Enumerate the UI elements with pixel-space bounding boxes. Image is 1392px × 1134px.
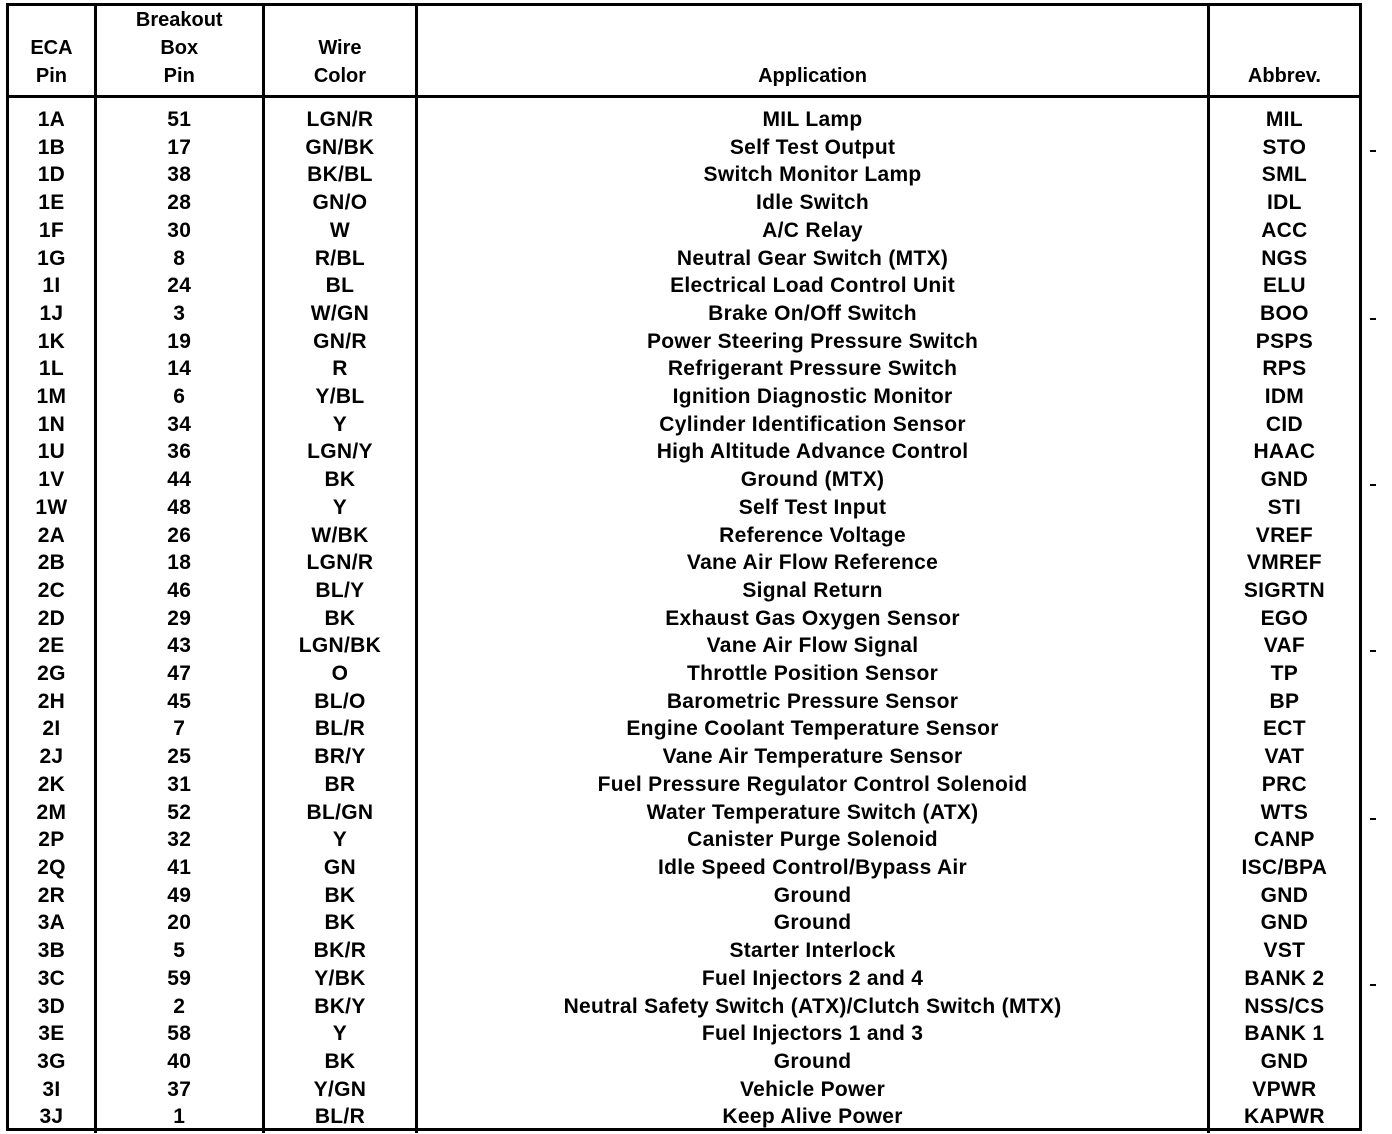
cell-application: A/C Relay xyxy=(417,217,1209,245)
table-row xyxy=(9,134,1359,162)
cell-eca-pin: 2K xyxy=(9,771,95,799)
table-row xyxy=(9,826,1359,854)
cell-abbrev: VPWR xyxy=(1252,1077,1317,1101)
cell-wire-color: LGN/R xyxy=(263,106,417,134)
table-row xyxy=(9,771,1359,799)
cell-application: Self Test Output xyxy=(417,134,1209,162)
cell-wire-color: Y xyxy=(263,411,417,439)
scan-edge-mark xyxy=(1370,150,1376,152)
table-row xyxy=(9,909,1359,937)
cell-application: Water Temperature Switch (ATX) xyxy=(417,799,1209,827)
cell-eca-pin: 1K xyxy=(9,328,95,356)
cell-wire-color: GN/O xyxy=(263,189,417,217)
cell-wire-color: Y/BK xyxy=(263,965,417,993)
table-row xyxy=(9,383,1359,411)
cell-application: Fuel Injectors 2 and 4 xyxy=(417,965,1209,993)
cell-eca-pin: 1V xyxy=(9,466,95,494)
cell-wire-color: W xyxy=(263,217,417,245)
cell-abbrev: GND xyxy=(1260,911,1309,935)
cell-abbrev: WTS xyxy=(1260,800,1309,824)
table-row xyxy=(9,494,1359,522)
scan-edge-mark xyxy=(1370,484,1376,486)
cell-breakout-box-pin: 20 xyxy=(95,909,263,937)
cell-abbrev: NGS xyxy=(1261,246,1308,270)
cell-breakout-box-pin: 43 xyxy=(95,632,263,660)
cell-application: Keep Alive Power xyxy=(417,1103,1209,1133)
cell-breakout-box-pin: 17 xyxy=(95,134,263,162)
cell-eca-pin: 3I xyxy=(9,1076,95,1104)
cell-breakout-box-pin: 8 xyxy=(95,245,263,273)
cell-wire-color: BK xyxy=(263,882,417,910)
cell-application: Vane Air Flow Reference xyxy=(417,549,1209,577)
cell-wire-color: Y/GN xyxy=(263,1076,417,1104)
cell-wire-color: Y/BL xyxy=(263,383,417,411)
cell-application: Signal Return xyxy=(417,577,1209,605)
cell-abbrev: CID xyxy=(1265,412,1303,436)
table-row xyxy=(9,1048,1359,1076)
cell-wire-color: BR xyxy=(263,771,417,799)
cell-application: Idle Speed Control/Bypass Air xyxy=(417,854,1209,882)
table-row xyxy=(9,328,1359,356)
cell-abbrev: GND xyxy=(1260,468,1309,492)
cell-abbrev: EGO xyxy=(1260,606,1309,630)
cell-application: Throttle Position Sensor xyxy=(417,660,1209,688)
cell-breakout-box-pin: 28 xyxy=(95,189,263,217)
cell-abbrev: RPS xyxy=(1262,357,1307,381)
cell-breakout-box-pin: 37 xyxy=(95,1076,263,1104)
cell-wire-color: LGN/BK xyxy=(263,632,417,660)
cell-breakout-box-pin: 7 xyxy=(95,715,263,743)
cell-application: Power Steering Pressure Switch xyxy=(417,328,1209,356)
table-row xyxy=(9,882,1359,910)
cell-abbrev: IDL xyxy=(1267,191,1302,215)
cell-application: Engine Coolant Temperature Sensor xyxy=(417,715,1209,743)
spacer-cell xyxy=(9,97,95,107)
spacer-cell xyxy=(95,97,263,107)
table-row xyxy=(9,438,1359,466)
cell-breakout-box-pin: 19 xyxy=(95,328,263,356)
table-row xyxy=(9,549,1359,577)
cell-abbrev: KAPWR xyxy=(1243,1105,1325,1129)
cell-eca-pin: 1U xyxy=(9,438,95,466)
cell-wire-color: BK/Y xyxy=(263,993,417,1021)
cell-breakout-box-pin: 48 xyxy=(95,494,263,522)
cell-wire-color: BL/R xyxy=(263,715,417,743)
cell-wire-color: Y xyxy=(263,1020,417,1048)
table-row xyxy=(9,1103,1359,1133)
cell-application: Ground xyxy=(417,909,1209,937)
cell-breakout-box-pin: 58 xyxy=(95,1020,263,1048)
cell-application: Cylinder Identification Sensor xyxy=(417,411,1209,439)
cell-wire-color: LGN/Y xyxy=(263,438,417,466)
cell-wire-color: W/BK xyxy=(263,522,417,550)
cell-breakout-box-pin: 29 xyxy=(95,605,263,633)
cell-eca-pin: 1I xyxy=(9,272,95,300)
cell-wire-color: BK xyxy=(263,605,417,633)
cell-application: Refrigerant Pressure Switch xyxy=(417,355,1209,383)
cell-breakout-box-pin: 1 xyxy=(95,1103,263,1133)
table-row xyxy=(9,605,1359,633)
table-row xyxy=(9,245,1359,273)
cell-application: Neutral Gear Switch (MTX) xyxy=(417,245,1209,273)
cell-wire-color: BK xyxy=(263,1048,417,1076)
table-row xyxy=(9,715,1359,743)
cell-wire-color: GN/R xyxy=(263,328,417,356)
table-header xyxy=(9,6,1359,97)
cell-abbrev: BANK 2 xyxy=(1244,966,1325,990)
cell-breakout-box-pin: 18 xyxy=(95,549,263,577)
cell-eca-pin: 3D xyxy=(9,993,95,1021)
cell-application: Vehicle Power xyxy=(417,1076,1209,1104)
header-abbrev: Abbrev. xyxy=(1208,6,1359,97)
cell-abbrev: CANP xyxy=(1254,828,1315,852)
cell-abbrev: SIGRTN xyxy=(1243,578,1325,602)
cell-eca-pin: 1L xyxy=(9,355,95,383)
cell-breakout-box-pin: 25 xyxy=(95,743,263,771)
cell-abbrev: HAAC xyxy=(1253,440,1316,464)
cell-wire-color: BL/O xyxy=(263,688,417,716)
spacer-cell xyxy=(1208,97,1359,107)
cell-application: Barometric Pressure Sensor xyxy=(417,688,1209,716)
cell-eca-pin: 1E xyxy=(9,189,95,217)
table-row xyxy=(9,217,1359,245)
cell-wire-color: Y xyxy=(263,494,417,522)
cell-wire-color: BK/R xyxy=(263,937,417,965)
cell-eca-pin: 1M xyxy=(9,383,95,411)
cell-application: Fuel Injectors 1 and 3 xyxy=(417,1020,1209,1048)
scan-edge-mark xyxy=(1370,818,1376,820)
table-row xyxy=(9,411,1359,439)
cell-eca-pin: 2R xyxy=(9,882,95,910)
cell-application: Ground xyxy=(417,882,1209,910)
cell-eca-pin: 3B xyxy=(9,937,95,965)
cell-breakout-box-pin: 24 xyxy=(95,272,263,300)
cell-eca-pin: 2A xyxy=(9,522,95,550)
cell-breakout-box-pin: 44 xyxy=(95,466,263,494)
cell-abbrev: ISC/BPA xyxy=(1241,855,1328,879)
cell-abbrev: BOO xyxy=(1260,301,1309,325)
cell-application: Vane Air Temperature Sensor xyxy=(417,743,1209,771)
cell-eca-pin: 1N xyxy=(9,411,95,439)
cell-wire-color: GN/BK xyxy=(263,134,417,162)
cell-wire-color: Y xyxy=(263,826,417,854)
table-row xyxy=(9,577,1359,605)
cell-wire-color: O xyxy=(263,660,417,688)
table-row xyxy=(9,743,1359,771)
cell-application: Self Test Input xyxy=(417,494,1209,522)
cell-eca-pin: 1G xyxy=(9,245,95,273)
cell-abbrev: BP xyxy=(1269,689,1300,713)
cell-abbrev: BANK 1 xyxy=(1244,1022,1325,1046)
cell-eca-pin: 3J xyxy=(9,1103,95,1133)
cell-abbrev: GND xyxy=(1260,1049,1309,1073)
table-row xyxy=(9,632,1359,660)
table-row xyxy=(9,355,1359,383)
cell-breakout-box-pin: 49 xyxy=(95,882,263,910)
cell-abbrev: PRC xyxy=(1261,772,1308,796)
cell-application: Starter Interlock xyxy=(417,937,1209,965)
cell-eca-pin: 3A xyxy=(9,909,95,937)
cell-eca-pin: 3C xyxy=(9,965,95,993)
cell-abbrev: ACC xyxy=(1261,218,1308,242)
table-row xyxy=(9,660,1359,688)
scan-edge-mark xyxy=(1370,984,1376,986)
cell-wire-color: BL/GN xyxy=(263,799,417,827)
cell-application: Idle Switch xyxy=(417,189,1209,217)
cell-wire-color: LGN/R xyxy=(263,549,417,577)
cell-breakout-box-pin: 59 xyxy=(95,965,263,993)
cell-eca-pin: 2B xyxy=(9,549,95,577)
cell-breakout-box-pin: 2 xyxy=(95,993,263,1021)
header-wire-color: Wire Color xyxy=(263,6,417,97)
table-row xyxy=(9,522,1359,550)
table-row xyxy=(9,993,1359,1021)
header-application: Application xyxy=(417,6,1209,97)
cell-eca-pin: 2H xyxy=(9,688,95,716)
cell-eca-pin: 2D xyxy=(9,605,95,633)
cell-abbrev: VAF xyxy=(1263,634,1306,658)
cell-wire-color: BR/Y xyxy=(263,743,417,771)
cell-application: Ground xyxy=(417,1048,1209,1076)
cell-application: Vane Air Flow Signal xyxy=(417,632,1209,660)
cell-abbrev: VMREF xyxy=(1246,551,1322,575)
table-row xyxy=(9,161,1359,189)
cell-wire-color: BK xyxy=(263,909,417,937)
cell-eca-pin: 1W xyxy=(9,494,95,522)
cell-eca-pin: 1F xyxy=(9,217,95,245)
cell-eca-pin: 3G xyxy=(9,1048,95,1076)
cell-eca-pin: 3E xyxy=(9,1020,95,1048)
cell-abbrev: PSPS xyxy=(1255,329,1314,353)
cell-eca-pin: 2E xyxy=(9,632,95,660)
cell-breakout-box-pin: 47 xyxy=(95,660,263,688)
table-row xyxy=(9,965,1359,993)
cell-wire-color: GN xyxy=(263,854,417,882)
cell-application: Fuel Pressure Regulator Control Solenoid xyxy=(417,771,1209,799)
cell-eca-pin: 1D xyxy=(9,161,95,189)
cell-application: Canister Purge Solenoid xyxy=(417,826,1209,854)
cell-wire-color: R/BL xyxy=(263,245,417,273)
cell-application: High Altitude Advance Control xyxy=(417,438,1209,466)
table-row xyxy=(9,272,1359,300)
spacer-cell xyxy=(417,97,1209,107)
spacer-row xyxy=(9,97,1359,107)
scan-edge-mark xyxy=(1370,650,1376,652)
cell-application: Neutral Safety Switch (ATX)/Clutch Switch (MTX) xyxy=(417,993,1209,1021)
cell-abbrev: NSS/CS xyxy=(1244,994,1325,1018)
cell-breakout-box-pin: 46 xyxy=(95,577,263,605)
cell-eca-pin: 1A xyxy=(9,106,95,134)
table-row xyxy=(9,300,1359,328)
cell-application: Brake On/Off Switch xyxy=(417,300,1209,328)
cell-breakout-box-pin: 52 xyxy=(95,799,263,827)
cell-eca-pin: 2Q xyxy=(9,854,95,882)
cell-abbrev: MIL xyxy=(1265,108,1303,131)
cell-application: Reference Voltage xyxy=(417,522,1209,550)
header-breakout-box-pin: Breakout Box Pin xyxy=(95,6,263,97)
cell-abbrev: ECT xyxy=(1262,717,1306,741)
table-row xyxy=(9,466,1359,494)
table-row xyxy=(9,189,1359,217)
header-eca-pin: ECA Pin xyxy=(9,6,95,97)
cell-wire-color: BL xyxy=(263,272,417,300)
table-row xyxy=(9,854,1359,882)
cell-breakout-box-pin: 38 xyxy=(95,161,263,189)
cell-wire-color: W/GN xyxy=(263,300,417,328)
cell-eca-pin: 2P xyxy=(9,826,95,854)
cell-breakout-box-pin: 32 xyxy=(95,826,263,854)
spacer-cell xyxy=(263,97,417,107)
table-row xyxy=(9,106,1359,134)
cell-breakout-box-pin: 30 xyxy=(95,217,263,245)
cell-wire-color: BL/R xyxy=(263,1103,417,1133)
cell-abbrev: ELU xyxy=(1262,274,1306,298)
table-row xyxy=(9,688,1359,716)
cell-wire-color: BL/Y xyxy=(263,577,417,605)
cell-application: MIL Lamp xyxy=(417,106,1209,134)
table-row xyxy=(9,937,1359,965)
cell-breakout-box-pin: 5 xyxy=(95,937,263,965)
cell-application: Exhaust Gas Oxygen Sensor xyxy=(417,605,1209,633)
cell-eca-pin: 2I xyxy=(9,715,95,743)
cell-breakout-box-pin: 31 xyxy=(95,771,263,799)
cell-eca-pin: 2C xyxy=(9,577,95,605)
cell-wire-color: R xyxy=(263,355,417,383)
table-row xyxy=(9,799,1359,827)
cell-abbrev: VST xyxy=(1263,939,1306,963)
pinout-table-frame xyxy=(6,3,1362,1131)
cell-abbrev: STI xyxy=(1267,495,1302,519)
header-row xyxy=(9,6,1359,97)
cell-abbrev: TP xyxy=(1270,662,1299,686)
eca-pinout-table xyxy=(9,6,1359,1133)
table-body xyxy=(9,97,1359,1134)
cell-application: Ignition Diagnostic Monitor xyxy=(417,383,1209,411)
cell-eca-pin: 2M xyxy=(9,799,95,827)
cell-abbrev: IDM xyxy=(1264,385,1305,409)
cell-breakout-box-pin: 6 xyxy=(95,383,263,411)
cell-abbrev: VREF xyxy=(1255,523,1313,547)
cell-eca-pin: 2G xyxy=(9,660,95,688)
cell-breakout-box-pin: 40 xyxy=(95,1048,263,1076)
cell-eca-pin: 1J xyxy=(9,300,95,328)
cell-breakout-box-pin: 14 xyxy=(95,355,263,383)
cell-application: Electrical Load Control Unit xyxy=(417,272,1209,300)
cell-breakout-box-pin: 41 xyxy=(95,854,263,882)
cell-abbrev: VAT xyxy=(1264,745,1305,769)
cell-abbrev: STO xyxy=(1262,135,1307,159)
cell-eca-pin: 1B xyxy=(9,134,95,162)
cell-wire-color: BK/BL xyxy=(263,161,417,189)
cell-abbrev: SML xyxy=(1261,163,1308,187)
cell-breakout-box-pin: 34 xyxy=(95,411,263,439)
cell-wire-color: BK xyxy=(263,466,417,494)
scan-edge-mark xyxy=(1370,318,1376,320)
cell-abbrev: GND xyxy=(1260,883,1309,907)
cell-breakout-box-pin: 51 xyxy=(95,106,263,134)
cell-eca-pin: 2J xyxy=(9,743,95,771)
cell-application: Switch Monitor Lamp xyxy=(417,161,1209,189)
cell-breakout-box-pin: 26 xyxy=(95,522,263,550)
table-row xyxy=(9,1020,1359,1048)
cell-breakout-box-pin: 45 xyxy=(95,688,263,716)
cell-breakout-box-pin: 3 xyxy=(95,300,263,328)
table-row xyxy=(9,1076,1359,1104)
cell-breakout-box-pin: 36 xyxy=(95,438,263,466)
cell-application: Ground (MTX) xyxy=(417,466,1209,494)
